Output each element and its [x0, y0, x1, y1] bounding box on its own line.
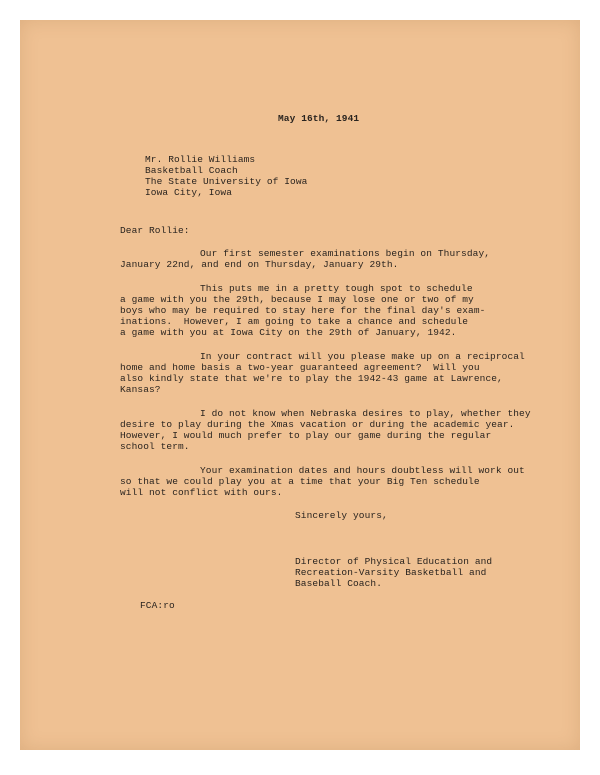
paragraph-line: home and home basis a two-year guaranteed agreement? Will you — [120, 362, 480, 373]
paragraph-line: I do not know when Nebraska desires to play, whether they — [200, 408, 531, 419]
closing: Sincerely yours, — [295, 510, 388, 521]
paragraph-line: Our first semester examinations begin on Thursday, — [200, 248, 491, 259]
paragraph-line: This puts me in a pretty tough spot to schedule — [200, 283, 473, 294]
paragraph-line: will not conflict with ours. — [120, 487, 283, 498]
paragraph-line: desire to play during the Xmas vacation or during the academic year. — [120, 419, 515, 430]
paragraph-line: so that we could play you at a time that your Big Ten schedule — [120, 476, 480, 487]
paragraph-line: a game with you the 29th, because I may lose one or two of my — [120, 294, 474, 305]
paragraph-line: boys who may be required to stay here for the final day's exam- — [120, 305, 486, 316]
paragraph-line: inations. However, I am going to take a chance and schedule — [120, 316, 469, 327]
paragraph-line: January 22nd, and end on Thursday, January 29th. — [120, 259, 399, 270]
signature-line: Director of Physical Education and — [295, 556, 493, 567]
paragraph-line: school term. — [120, 441, 190, 452]
address-line: The State University of Iowa — [145, 176, 308, 187]
paragraph-line: However, I would much prefer to play our game during the regular — [120, 430, 492, 441]
signature-line: Recreation-Varsity Basketball and — [295, 567, 487, 578]
paragraph-line: Kansas? — [120, 384, 161, 395]
letter-page — [20, 20, 580, 750]
paragraph-line: Your examination dates and hours doubtless will work out — [200, 465, 525, 476]
paragraph-line: a game with you at Iowa City on the 29th of January, 1942. — [120, 327, 457, 338]
address-line: Mr. Rollie Williams — [145, 154, 256, 165]
address-line: Basketball Coach — [145, 165, 238, 176]
paragraph-line: also kindly state that we're to play the 1942-43 game at Lawrence, — [120, 373, 503, 384]
letter-date: May 16th, 1941 — [278, 113, 360, 124]
salutation: Dear Rollie: — [120, 225, 190, 236]
address-line: Iowa City, Iowa — [145, 187, 233, 198]
reference-initials: FCA:ro — [140, 600, 175, 611]
signature-line: Baseball Coach. — [295, 578, 383, 589]
paragraph-line: In your contract will you please make up on a reciprocal — [200, 351, 525, 362]
